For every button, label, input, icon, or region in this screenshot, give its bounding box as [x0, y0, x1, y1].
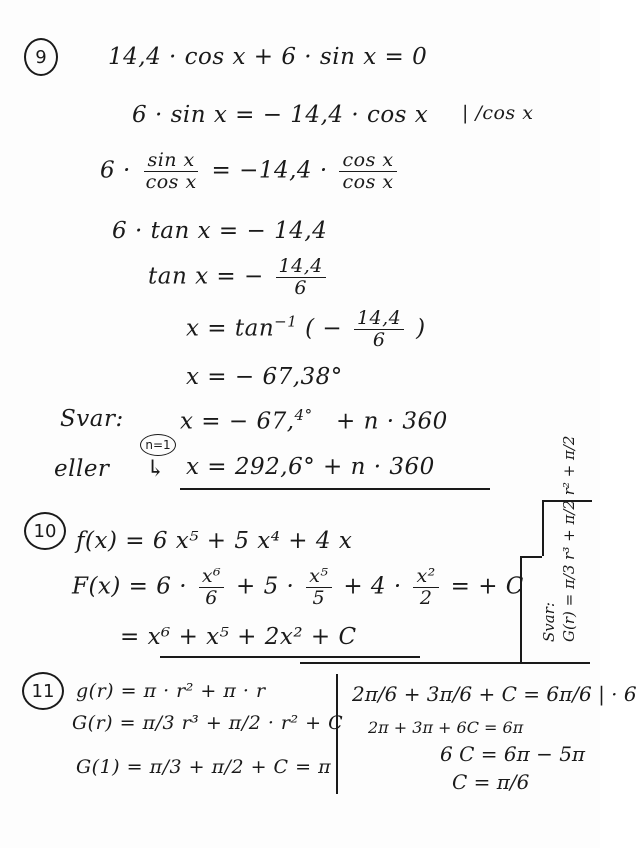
p9-line-2-note: | /cos x [462, 102, 534, 124]
p10-line-2: F(x) = 6 · $\frac{\text{x⁶}}{6}$ + 5 · $\frac{\text{x⁵}}{5}$ + 4 · $\frac{\text{x²}}{2}$ = + C [72, 565, 524, 609]
problem-9-number: 9 [24, 38, 58, 76]
p11-line-1: g(r) = π · r² + π · r [76, 680, 266, 702]
p10-line-1: f(x) = 6 x⁵ + 5 x⁴ + 4 x [76, 528, 353, 554]
p11-right-line-4: C = π/6 [452, 770, 530, 794]
p9-answer-label: Svar: [60, 406, 124, 432]
p11-right-line-3: 6 C = 6π − 5π [440, 742, 586, 766]
p10-box-step [520, 556, 542, 558]
p9-line-5: tan x = − $\frac{14,4}{6}$ [148, 256, 330, 299]
p10-answer: G(r) = π/3 r³ + π/2 r² + π/2 [560, 435, 578, 642]
p10-box-bottom [300, 662, 590, 664]
p10-line-3: = x⁶ + x⁵ + 2x² + C [120, 624, 357, 650]
p10-box-left [520, 556, 522, 664]
p9-line-1: 14,4 · cos x + 6 · sin x = 0 [108, 44, 428, 70]
p9-line-3: 6 · $\frac{\text{sin x}}{\text{cos x}}$ = −14,4 · $\frac{\text{cos x}}{\text{cos x}}$ [100, 150, 401, 193]
p11-divider [336, 674, 338, 794]
p11-line-3: G(1) = π/3 + π/2 + C = π [76, 756, 332, 778]
p9-line-6: $x = \tan^{-1}$ ( − $\frac{14,4}{6}$ ) [186, 307, 426, 351]
p9-line-4: 6 · tan x = − 14,4 [112, 218, 328, 244]
p9-line-8: x = − 67,$^{4^\circ}$ + n · 360 [180, 406, 448, 435]
p9-n1-badge: n=1 [140, 434, 176, 456]
p10-box-left-upper [542, 500, 544, 556]
p9-final-underline [180, 488, 490, 490]
p9-line-2: 6 · sin x = − 14,4 · cos x [132, 102, 429, 128]
problem-11-number: 11 [22, 672, 64, 710]
p9-line-7: x = − 67,38° [186, 364, 343, 390]
p11-line-2: G(r) = π/3 r³ + π/2 · r² + C [72, 712, 344, 734]
p11-right-line-1: 2π/6 + 3π/6 + C = 6π/6 | · 6 [352, 682, 637, 706]
p10-underline [160, 656, 420, 658]
p9-alt-label: eller [54, 456, 110, 482]
p9-arrow-icon: ↳ [146, 456, 166, 482]
p10-answer-label: Svar: [540, 602, 558, 642]
p9-line-9: x = 292,6° + n · 360 [186, 454, 435, 480]
p11-right-line-2: 2π + 3π + 6C = 6π [368, 718, 524, 737]
problem-10-number: 10 [24, 512, 66, 550]
